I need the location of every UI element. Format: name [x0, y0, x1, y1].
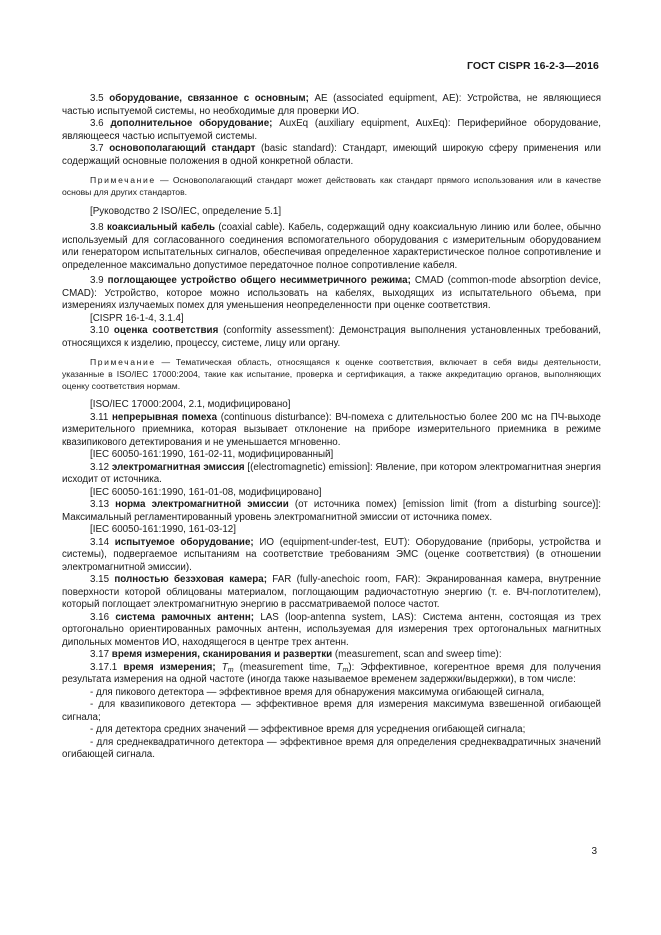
definition-3-15	[62, 574, 601, 612]
clause-number: 3.17.1	[90, 661, 124, 673]
reference-3-11: [IEC 60050-161:1990, 161-02-11, модифицированный]	[90, 449, 334, 461]
clause-number: 3.11	[90, 411, 112, 423]
term: оборудование, связанное с основным;	[109, 93, 309, 104]
term: время измерения;	[123, 661, 216, 673]
definition-3-17	[62, 649, 601, 662]
term: норма электромагнитной эмиссии	[115, 499, 289, 511]
definition-3-14	[62, 537, 601, 575]
definition-3-16	[62, 612, 601, 650]
clause-number: 3.10	[90, 325, 114, 337]
definition-text: AuxEq (auxiliary equipment, AuxEq): Периферийное оборудование, являющееся частью испытуемой системы.	[62, 118, 601, 142]
term: оценка соответствия	[113, 325, 219, 337]
definition-3-5	[62, 93, 601, 118]
definition-text: AE (associated equipment, AE): Устройства, не являющиеся частью испытуемой системы, но необходимые для проверки ИО.	[62, 93, 602, 117]
note-label: Примечание	[90, 357, 156, 368]
definition-text: (coaxial cable). Кабель, содержащий одну коаксиальную линию или более, обычно используемый для согласованного соединения вспомогательного оборудования с измерительным оборудованием или генератором испытательных сигналов, обеспечивая определенное характеристическое полное сопротивление и определенное максимально допустимое передаточное полное сопротивление кабеля.	[62, 222, 601, 271]
definition-3-17-1	[62, 662, 601, 687]
term: коаксиальный кабель	[107, 222, 215, 234]
clause-number: 3.17	[90, 649, 112, 661]
symbol-tm: $T_m$	[336, 661, 349, 674]
note-text: — Основополагающий стандарт может действовать как стандарт прямого использования или в качестве основы для других стандартов.	[62, 175, 601, 197]
definition-text: (от источника помех) [emission limit (from a disturbing source)]: Максимальный регламентированный уровень электромагнитной эмиссии от источника помех.	[62, 499, 602, 523]
clause-number: 3.5	[90, 93, 110, 104]
term: основополагающий стандарт	[109, 143, 256, 154]
term: полностью безэховая камера;	[114, 574, 267, 586]
note-3-7	[62, 175, 601, 199]
definition-3-8	[62, 222, 601, 272]
definition-3-7	[62, 143, 601, 168]
term: поглощающее устройство общего несимметричного режима;	[107, 275, 411, 287]
definition-3-13	[62, 499, 601, 524]
reference-3-12: [IEC 60050-161:1990, 161-01-08, модифицировано]	[90, 486, 322, 498]
clause-number: 3.6	[90, 118, 111, 129]
clause-number: 3.14	[90, 536, 115, 548]
term: непрерывная помеха	[111, 411, 218, 423]
term: испытуемое оборудование;	[114, 536, 254, 548]
note-text: — Тематическая область, относящаяся к оценке соответствия, включает в себя виды деятельности, указанные в ISO/IEC 17000:2004, такие как испытание, проверка и сертификация, а также аккредитацию органов, выполняющих оценку соответствия нормам.	[62, 357, 601, 391]
reference-3-10: [ISO/IEC 17000:2004, 2.1, модифицировано]	[90, 399, 291, 411]
list-item: - для среднеквадратичного детектора — эффективное время для определения среднеквадратичных значений огибающей сигнала.	[62, 736, 601, 761]
definition-3-6	[62, 118, 601, 143]
clause-number: 3.13	[90, 499, 116, 511]
reference-3-13: [IEC 60050-161:1990, 161-03-12]	[90, 524, 236, 536]
term: электромагнитная эмиссия	[111, 461, 245, 473]
definition-3-9	[62, 275, 601, 313]
definition-text: LAS (loop-antenna system, LAS): Система антенн, состоящая из трех ортогонально ориентированных рамочных антенн, используемая для измерения трех ортогональных магнитных дипольных моментов ИО, находящегося в центре трех антенн.	[62, 611, 601, 648]
note-label: Примечание	[90, 175, 156, 185]
definition-text: (basic standard): Стандарт, имеющий широкую сферу применения или содержащий основные положения в одной конкретной области.	[62, 143, 601, 167]
definition-text: (measurement time,	[233, 661, 337, 673]
standard-title: ГОСТ CISPR 16-2-3—2016	[466, 60, 599, 72]
definition-text: (measurement, scan and sweep time):	[332, 649, 502, 661]
definition-3-11	[62, 412, 601, 450]
definition-text: ИО (equipment-under-test, EUT): Оборудование (приборы, устройства и системы), подвергаемое испытаниям на соответствие требованиям ЭМС (оценке соответствия) (в отношении электромагнитной эмиссии).	[62, 536, 601, 573]
term: дополнительное оборудование;	[110, 118, 273, 129]
term: система рамочных антенн;	[115, 611, 255, 623]
list-item: - для квазипикового детектора — эффективное время для измерения максимума взвешенной огибающей сигнала;	[62, 699, 601, 723]
document-body	[62, 93, 601, 762]
reference-3-9: [CISPR 16-1-4, 3.1.4]	[90, 312, 184, 324]
definition-3-10	[62, 325, 601, 350]
definition-text: (continuous disturbance): ВЧ-помеха с длительностью более 200 мс на ПЧ-выходе измерительного приемника, которая вызывает отклонение на приборе измерительного приемника в режиме квазипикового детектирования и не уменьшается мгновенно.	[62, 411, 601, 448]
list-item: - для детектора средних значений — эффективное время для усреднения огибающей сигнала;	[90, 724, 526, 736]
definition-text: ): Эффективное, когерентное время для получения результата измерения на одной частоте (иногда также называемое временем задержки/выдержки), в том числе:	[62, 661, 601, 686]
note-3-10	[62, 357, 601, 392]
clause-number: 3.7	[90, 143, 110, 154]
clause-number: 3.12	[90, 461, 112, 473]
reference-3-7: [Руководство 2 ISO/IEC, определение 5.1]	[90, 205, 282, 217]
clause-number: 3.9	[90, 275, 108, 287]
definition-text: [(electromagnetic) emission]: Явление, при котором электромагнитная энергия исходит от источника.	[62, 461, 601, 486]
clause-number: 3.16	[90, 611, 116, 623]
document-header	[0, 60, 599, 72]
definition-text: CMAD (common-mode absorption device, CMAD): Устройство, которое можно использовать на кабелях, выходящих из испытательного объема, при измерениях излучаемых помех для уменьшения неопределенности при оценке соответствия.	[62, 275, 601, 312]
definition-3-12	[62, 462, 601, 487]
clause-number: 3.8	[90, 222, 108, 234]
definition-text: FAR (fully-anechoic room, FAR): Экранированная камера, внутренние поверхности которой облицованы материалом, поглощающим радиочастотную энергию (т. е. ВЧ-поглотителем), который поглощает электромагнитную энергию в рассматриваемой полосе частот.	[62, 574, 601, 611]
term: время измерения, сканирования и развертки	[111, 649, 333, 661]
clause-number: 3.15	[90, 574, 115, 586]
list-item: - для пикового детектора — эффективное время для обнаружения максимума огибающей сигнала,	[90, 686, 545, 698]
symbol-tm: $T_m$	[221, 661, 234, 674]
definition-text: (conformity assessment): Демонстрация выполнения установленных требований, относящихся к изделию, процессу, системе, лицу или органу.	[62, 325, 601, 349]
page-number: 3	[591, 846, 597, 857]
